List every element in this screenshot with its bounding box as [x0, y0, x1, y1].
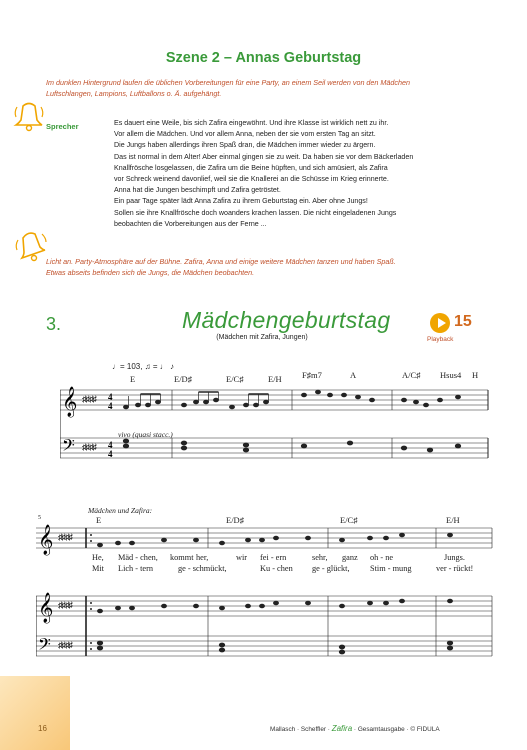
footer-brand: Zafira: [331, 724, 353, 733]
chord-symbol: E/H: [268, 374, 282, 384]
svg-text:♯♯♯♯: ♯♯♯♯: [58, 532, 72, 542]
chord-symbol: E: [130, 374, 136, 384]
svg-text:4: 4: [108, 392, 113, 402]
stage-direction-outro: Licht an. Party-Atmosphäre auf der Bühne. Zafira, Anna und einige weitere Mädchen tanzen und haben Spaß. Etwas abseits befinden sich die Jungs, die Mädchen beobachten.: [46, 257, 396, 277]
chord-symbol: F♯m7: [302, 370, 322, 380]
svg-text:𝄞: 𝄞: [38, 593, 54, 622]
speaker-label: Sprecher: [46, 122, 79, 131]
svg-text:♯♯♯♯: ♯♯♯♯: [82, 394, 96, 404]
expression-marking: vivo (quasi stacc.): [118, 430, 173, 439]
svg-text:𝄞: 𝄞: [62, 387, 78, 416]
svg-text:4: 4: [108, 440, 113, 450]
scene-title: Szene 2 – Annas Geburtstag: [165, 50, 362, 66]
svg-text:♯♯♯♯: ♯♯♯♯: [58, 600, 72, 610]
chord-symbol: E/D♯: [226, 515, 244, 525]
tempo-marking: ♩= 103, ♫ = ♩ ♪: [112, 362, 175, 371]
svg-text:♯♯♯♯: ♯♯♯♯: [58, 640, 72, 650]
stage-direction-intro: Im dunklen Hintergrund laufen die üblichen Vorbereitungen für eine Party, an einem Seil werden von den Mädchen Luftschlangen, Lampions, Luftballons o. Ä. aufgehängt.: [46, 78, 410, 98]
lyric-word: oh - ne: [370, 553, 394, 562]
page-number: 16: [38, 724, 47, 733]
chord-symbol: Hsus4: [440, 370, 462, 380]
lyric-word: ver - rückt!: [436, 564, 474, 573]
lyric-word: Jungs.: [444, 553, 465, 562]
bell-icon: [12, 98, 46, 134]
lyric-word: Ku - chen: [260, 564, 293, 573]
chord-symbol: E/C♯: [226, 374, 244, 384]
svg-text:4: 4: [108, 401, 113, 411]
lyric-word: her,: [196, 553, 209, 562]
voice-label: Mädchen und Zafira:: [88, 506, 153, 515]
bell-icon-ringing: [14, 228, 48, 264]
lyric-word: kommt: [170, 553, 194, 562]
svg-text:♯♯♯♯: ♯♯♯♯: [82, 442, 96, 452]
music-system-1: [60, 380, 500, 470]
music-system-2: [36, 522, 496, 662]
play-triangle-icon: [438, 318, 446, 328]
measure-number: 5: [38, 515, 41, 521]
chord-symbol: E/H: [446, 515, 460, 525]
lyric-word: Mit: [92, 564, 104, 573]
lyric-word: ganz: [342, 553, 358, 562]
lyric-word: sehr,: [312, 553, 328, 562]
lyric-word: Stim - mung: [370, 564, 412, 573]
song-subtitle: (Mädchen mit Zafira, Jungen): [216, 334, 308, 341]
page-corner-box: [0, 676, 70, 750]
lyric-word: He,: [92, 553, 104, 562]
narration-text: Es dauert eine Weile, bis sich Zafira eingewöhnt. Und ihre Klasse ist wirklich nett zu ihr. Vor allem die Mädchen. Und vor allem Anna, neben der sie vom ersten Tag an sitzt. Die Jungs haben allerdings ihren Spaß dran, die Mädchen immer wieder zu ärgern. Das ist normal in dem Alter! Aber einmal gingen sie zu weit. Da haben sie vor dem Bäckerladen Knallfrösche losgelassen, die Zafira um die Beine hüpften, und sich amüsiert, als Zafira vor Schreck weinend davonlief, weil sie die Knallerei an die Schüsse im Krieg erinnerte. Anna hat die Jungen beschimpft und Zafira getröstet. Ein paar Tage später lädt Anna Zafira zu ihrem Geburtstag ein. Aber ohne Jungs! Sollen sie ihre Knallfrösche doch woanders krachen lassen. Die nicht eingeladenen Jungs beobachten die Vorbereitungen aus der Ferne ...: [114, 119, 414, 228]
lyric-word: Lich - tern: [118, 564, 154, 573]
chord-symbol: H: [472, 370, 479, 380]
playback-label: Playback: [427, 336, 454, 343]
svg-text:𝄞: 𝄞: [38, 525, 54, 554]
playback-number: 15: [454, 313, 472, 330]
svg-text:𝄢: 𝄢: [38, 636, 51, 658]
lyric-word: Mäd - chen,: [118, 553, 158, 562]
lyric-word: ge - schmückt,: [178, 564, 227, 573]
footer-credits: Mallasch · Scheffler · Zafira · Gesamtausgabe · © FIDULA: [270, 724, 440, 733]
song-number: 3.: [46, 314, 62, 334]
lyric-word: fei - ern: [260, 553, 287, 562]
chord-symbol: E/C♯: [340, 515, 358, 525]
chord-symbol: E/D♯: [174, 374, 192, 384]
lyric-word: wir: [236, 553, 248, 562]
chord-symbol: E: [96, 515, 102, 525]
lyric-word: ge - glückt,: [312, 564, 350, 573]
svg-text:4: 4: [108, 449, 113, 459]
svg-text:𝄢: 𝄢: [62, 437, 75, 459]
chord-symbol: A: [350, 370, 357, 380]
chord-symbol: A/C♯: [402, 370, 421, 380]
song-title: Mädchengeburtstag: [182, 307, 391, 333]
